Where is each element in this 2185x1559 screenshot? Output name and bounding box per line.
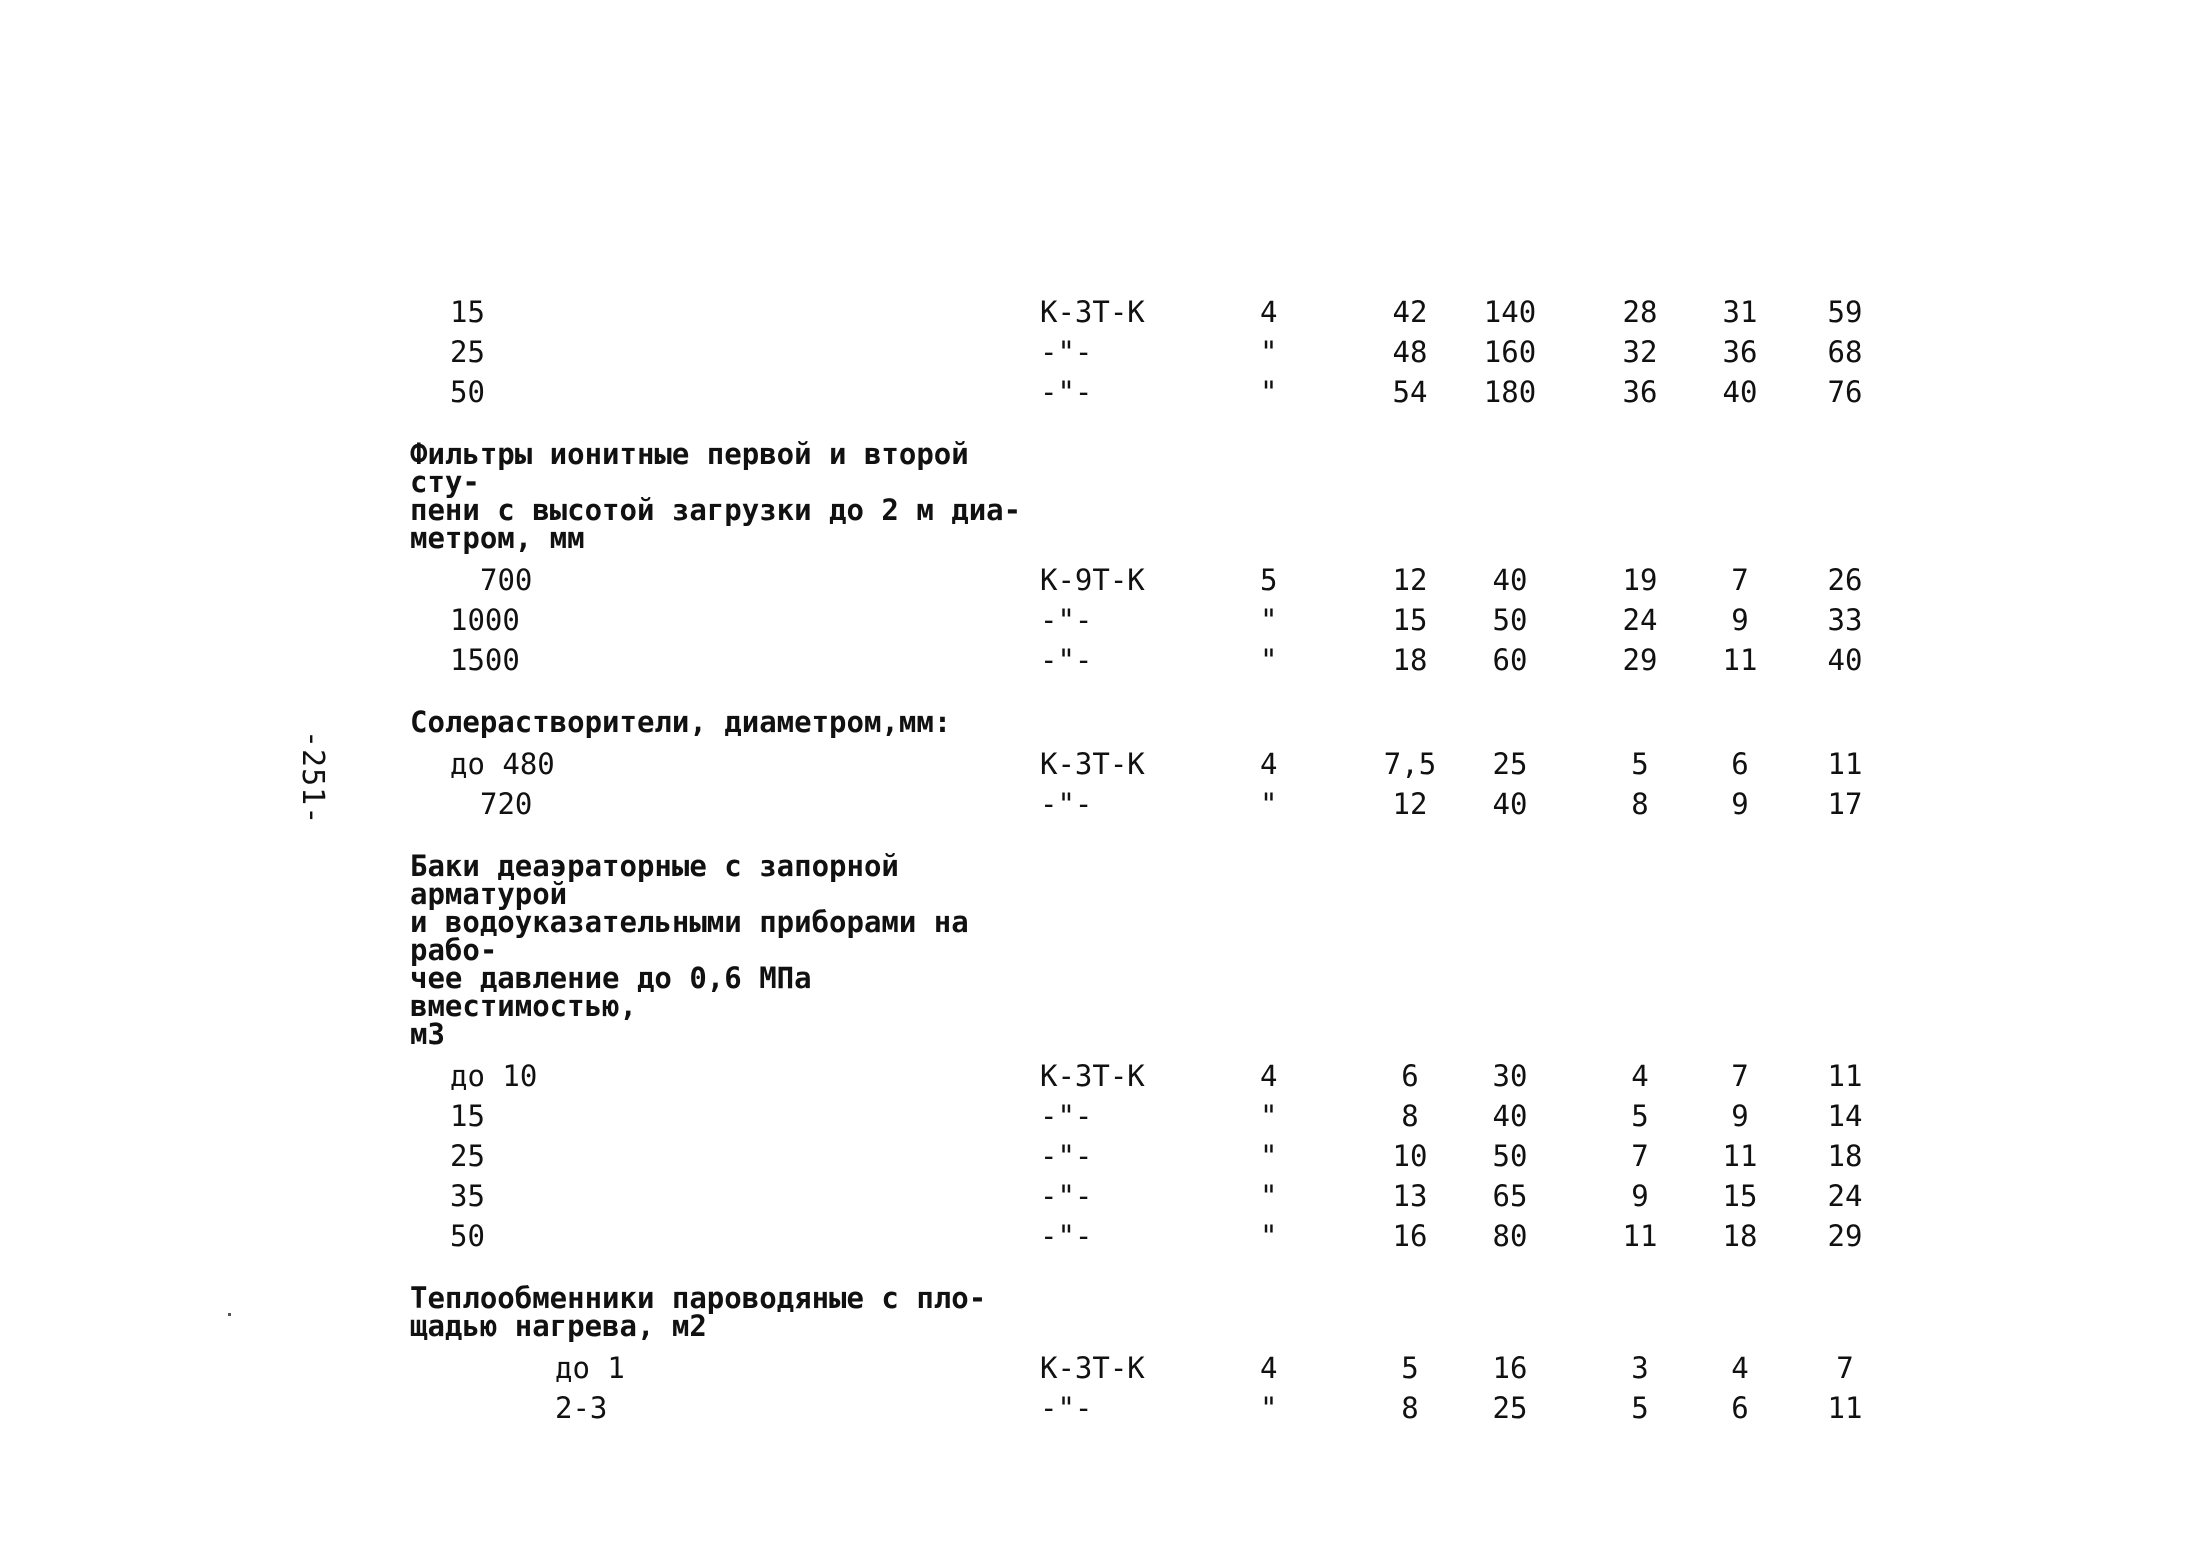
n-cell: " [1260, 335, 1278, 369]
size-cell: 25 [450, 335, 485, 369]
value-cell: 36 [1622, 375, 1658, 409]
table-row [410, 1388, 1910, 1428]
value-cell: 16 [1392, 1219, 1428, 1253]
table-row [410, 1096, 1910, 1136]
value-cell: 6 [1731, 747, 1749, 781]
value-cell: 7 [1631, 1139, 1649, 1173]
n-cell: " [1260, 375, 1278, 409]
code-cell: -"- [1040, 1099, 1093, 1133]
size-cell: 1500 [450, 643, 520, 677]
n-cell: " [1260, 1179, 1278, 1213]
table-row [410, 1216, 1910, 1256]
table-group [410, 1276, 1910, 1428]
value-cell: 12 [1392, 563, 1428, 597]
n-cell: " [1260, 1099, 1278, 1133]
code-cell: -"- [1040, 375, 1093, 409]
code-cell: -"- [1040, 1139, 1093, 1173]
value-cell: 28 [1622, 295, 1658, 329]
section-heading: Теплообменники пароводяные с пло- щадью нагрева, м2 [410, 1281, 987, 1343]
n-cell: " [1260, 787, 1278, 821]
value-cell: 48 [1392, 335, 1428, 369]
size-cell: 15 [450, 1099, 485, 1133]
section-heading: Баки деаэраторные с запорной арматурой и водоуказательными приборами на рабо- чее давление до 0,6 МПа вместимостью, м3 [410, 849, 969, 1051]
value-cell: 80 [1492, 1219, 1528, 1253]
table-row [410, 640, 1910, 680]
value-cell: 180 [1483, 375, 1537, 409]
page-number: -251- [295, 730, 330, 826]
value-cell: 19 [1622, 563, 1658, 597]
value-cell: 14 [1827, 1099, 1863, 1133]
value-cell: 60 [1492, 643, 1528, 677]
value-cell: 30 [1492, 1059, 1528, 1093]
table-row [410, 1176, 1910, 1216]
value-cell: 8 [1401, 1391, 1419, 1425]
table-row [410, 744, 1910, 784]
value-cell: 7 [1731, 1059, 1749, 1093]
value-cell: 36 [1722, 335, 1758, 369]
value-cell: 50 [1492, 1139, 1528, 1173]
value-cell: 24 [1622, 603, 1658, 637]
code-cell: К-3Т-К [1040, 747, 1145, 781]
table-group [410, 292, 1910, 412]
value-cell: 18 [1827, 1139, 1863, 1173]
value-cell: 12 [1392, 787, 1428, 821]
value-cell: 5 [1631, 747, 1649, 781]
value-cell: 160 [1483, 335, 1537, 369]
value-cell: 11 [1722, 1139, 1758, 1173]
code-cell: -"- [1040, 787, 1093, 821]
size-cell: 2-3 [555, 1391, 608, 1425]
value-cell: 40 [1827, 643, 1863, 677]
code-cell: К-3Т-К [1040, 295, 1145, 329]
table-group [410, 432, 1910, 680]
value-cell: 25 [1492, 1391, 1528, 1425]
value-cell: 5 [1631, 1391, 1649, 1425]
value-cell: 32 [1622, 335, 1658, 369]
table-row [410, 332, 1910, 372]
code-cell: К-3Т-К [1040, 1351, 1145, 1385]
value-cell: 24 [1827, 1179, 1863, 1213]
n-cell: " [1260, 603, 1278, 637]
table-row [410, 372, 1910, 412]
code-cell: -"- [1040, 603, 1093, 637]
code-cell: -"- [1040, 1219, 1093, 1253]
n-cell: 5 [1260, 563, 1278, 597]
value-cell: 9 [1631, 1179, 1649, 1213]
n-cell: 4 [1260, 1059, 1278, 1093]
value-cell: 50 [1492, 603, 1528, 637]
table-row [410, 784, 1910, 824]
section-heading: Фильтры ионитные первой и второй сту- пени с высотой загрузки до 2 м диа- метром, мм [410, 437, 1022, 555]
value-cell: 31 [1722, 295, 1758, 329]
value-cell: 42 [1392, 295, 1428, 329]
table-row [410, 600, 1910, 640]
value-cell: 6 [1731, 1391, 1749, 1425]
size-cell: до 10 [450, 1059, 538, 1093]
n-cell: " [1260, 1139, 1278, 1173]
value-cell: 11 [1722, 643, 1758, 677]
value-cell: 40 [1492, 1099, 1528, 1133]
value-cell: 8 [1631, 787, 1649, 821]
size-cell: до 480 [450, 747, 555, 781]
section-heading: Солерастворители, диаметром,мм: [410, 705, 952, 739]
n-cell: " [1260, 1391, 1278, 1425]
n-cell: " [1260, 1219, 1278, 1253]
code-cell: -"- [1040, 1179, 1093, 1213]
n-cell: 4 [1260, 295, 1278, 329]
value-cell: 5 [1401, 1351, 1419, 1385]
value-cell: 65 [1492, 1179, 1528, 1213]
size-cell: 25 [450, 1139, 485, 1173]
table-row [410, 1348, 1910, 1388]
value-cell: 33 [1827, 603, 1863, 637]
code-cell: -"- [1040, 643, 1093, 677]
n-cell: 4 [1260, 747, 1278, 781]
value-cell: 9 [1731, 1099, 1749, 1133]
value-cell: 11 [1827, 1059, 1863, 1093]
table-row [410, 560, 1910, 600]
value-cell: 26 [1827, 563, 1863, 597]
value-cell: 18 [1392, 643, 1428, 677]
value-cell: 10 [1392, 1139, 1428, 1173]
code-cell: К-3Т-К [1040, 1059, 1145, 1093]
value-cell: 11 [1827, 1391, 1863, 1425]
value-cell: 140 [1483, 295, 1537, 329]
size-cell: 720 [480, 787, 533, 821]
value-cell: 7,5 [1383, 747, 1437, 781]
table-group [410, 844, 1910, 1256]
value-cell: 29 [1622, 643, 1658, 677]
size-cell: 50 [450, 1219, 485, 1253]
size-cell: 15 [450, 295, 485, 329]
size-cell: до 1 [555, 1351, 625, 1385]
value-cell: 6 [1401, 1059, 1419, 1093]
value-cell: 40 [1722, 375, 1758, 409]
size-cell: 35 [450, 1179, 485, 1213]
table-row [410, 292, 1910, 332]
value-cell: 3 [1631, 1351, 1649, 1385]
value-cell: 40 [1492, 563, 1528, 597]
value-cell: 29 [1827, 1219, 1863, 1253]
value-cell: 11 [1622, 1219, 1658, 1253]
n-cell: 4 [1260, 1351, 1278, 1385]
value-cell: 11 [1827, 747, 1863, 781]
table-row [410, 1056, 1910, 1096]
value-cell: 15 [1392, 603, 1428, 637]
value-cell: 9 [1731, 603, 1749, 637]
table-group [410, 700, 1910, 824]
code-cell: К-9Т-К [1040, 563, 1145, 597]
n-cell: " [1260, 643, 1278, 677]
table-body [410, 292, 1910, 1448]
size-cell: 700 [480, 563, 533, 597]
value-cell: 9 [1731, 787, 1749, 821]
value-cell: 4 [1731, 1351, 1749, 1385]
value-cell: 76 [1827, 375, 1863, 409]
size-cell: 1000 [450, 603, 520, 637]
value-cell: 25 [1492, 747, 1528, 781]
value-cell: 59 [1827, 295, 1863, 329]
value-cell: 16 [1492, 1351, 1528, 1385]
value-cell: 8 [1401, 1099, 1419, 1133]
code-cell: -"- [1040, 1391, 1093, 1425]
table-row [410, 1136, 1910, 1176]
scan-dot [228, 1313, 231, 1316]
code-cell: -"- [1040, 335, 1093, 369]
value-cell: 7 [1731, 563, 1749, 597]
value-cell: 68 [1827, 335, 1863, 369]
value-cell: 4 [1631, 1059, 1649, 1093]
value-cell: 18 [1722, 1219, 1758, 1253]
value-cell: 13 [1392, 1179, 1428, 1213]
size-cell: 50 [450, 375, 485, 409]
value-cell: 40 [1492, 787, 1528, 821]
value-cell: 17 [1827, 787, 1863, 821]
value-cell: 15 [1722, 1179, 1758, 1213]
value-cell: 54 [1392, 375, 1428, 409]
value-cell: 5 [1631, 1099, 1649, 1133]
value-cell: 7 [1836, 1351, 1854, 1385]
